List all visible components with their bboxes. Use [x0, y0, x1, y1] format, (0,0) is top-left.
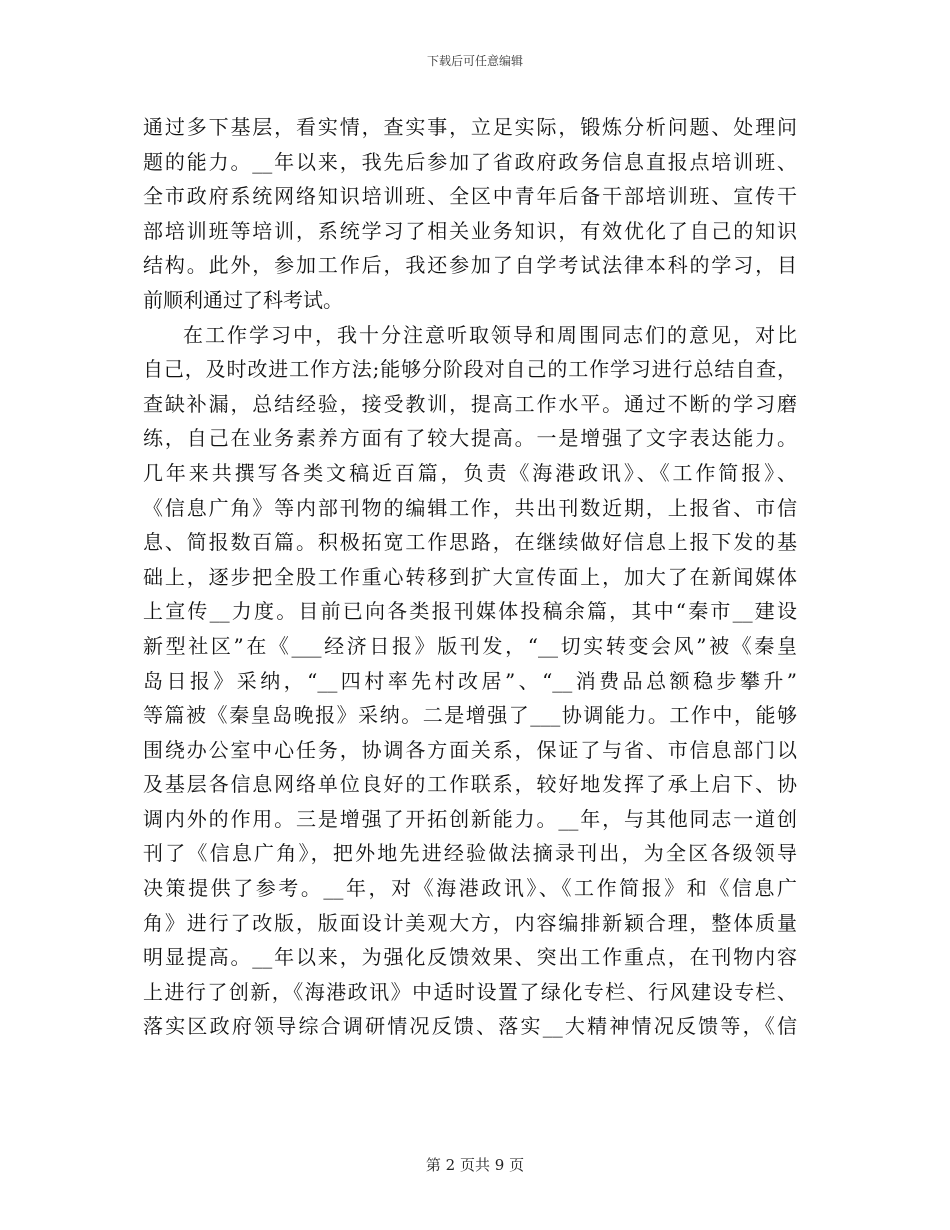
text-line: 部培训班等培训，系统学习了相关业务知识，有效优化了自己的知识	[143, 218, 797, 243]
text-line: 《信息广角》等内部刊物的编辑工作，共出刊数近期，上报省、市信	[143, 495, 797, 520]
text-line: 上进行了创新，《海港政讯》中适时设置了绿化专栏、行风建设专栏、	[143, 979, 797, 1004]
text-line: 角》进行了改版，版面设计美观大方，内容编排新颖合理，整体质量	[143, 910, 797, 935]
text-line: 全市政府系统网络知识培训班、全区中青年后备干部培训班、宣传干	[143, 184, 797, 209]
text-line: 新型社区”在《___经济日报》版刊发，“__切实转变会风”被《秦皇	[143, 633, 797, 658]
text-line: 查缺补漏，总结经验，接受教训，提高工作水平。通过不断的学习磨	[143, 391, 797, 416]
text-line: 题的能力。__年以来，我先后参加了省政府政务信息直报点培训班、	[143, 149, 797, 174]
text-line: 在工作学习中，我十分注意听取领导和周围同志们的意见，对比	[183, 322, 797, 347]
text-line: 刊了《信息广角》，把外地先进经验做法摘录刊出，为全区各级领导	[143, 841, 797, 866]
text-line: 前顺利通过了科考试。	[143, 287, 343, 312]
paragraph	[143, 110, 803, 318]
text-line: 岛日报》采纳，“__四村率先村改居”、“__消费品总额稳步攀升”	[143, 668, 797, 693]
text-line: 上宣传__力度。目前已向各类报刊媒体投稿余篇，其中“秦市__建设	[143, 599, 797, 624]
text-line: 息、简报数百篇。积极拓宽工作思路，在继续做好信息上报下发的基	[143, 530, 797, 555]
text-line: 等篇被《秦皇岛晚报》采纳。二是增强了___协调能力。工作中，能够	[143, 703, 797, 728]
text-line: 围绕办公室中心任务，协调各方面关系，保证了与省、市信息部门以	[143, 737, 797, 762]
text-line: 明显提高。__年以来，为强化反馈效果、突出工作重点，在刊物内容	[143, 945, 797, 970]
page-header: 下载后可任意编辑	[426, 54, 523, 68]
text-line: 几年来共撰写各类文稿近百篇，负责《海港政讯》、《工作简报》、	[143, 460, 797, 485]
text-line: 落实区政府领导综合调研情况反馈、落实__大精神情况反馈等，《信	[143, 1014, 797, 1039]
page-footer: 第 2 页共 9 页	[425, 1156, 525, 1174]
text-line: 及基层各信息网络单位良好的工作联系，较好地发挥了承上启下、协	[143, 772, 797, 797]
text-line: 自己，及时改进工作方法;能够分阶段对自己的工作学习进行总结自查，	[143, 357, 797, 382]
text-line: 调内外的作用。三是增强了开拓创新能力。__年，与其他同志一道创	[143, 806, 797, 831]
text-line: 通过多下基层，看实情，查实事，立足实际，锻炼分析问题、处理问	[143, 115, 797, 139]
text-line: 练，自己在业务素养方面有了较大提高。一是增强了文字表达能力。	[143, 426, 797, 451]
paragraph	[143, 318, 803, 1044]
text-line: 决策提供了参考。__年，对《海港政讯》、《工作简报》和《信息广	[143, 876, 797, 901]
text-line: 础上，逐步把全股工作重心转移到扩大宣传面上，加大了在新闻媒体	[143, 564, 797, 589]
document-body	[143, 110, 803, 1044]
text-line: 结构。此外，参加工作后，我还参加了自学考试法律本科的学习，目	[143, 253, 797, 278]
